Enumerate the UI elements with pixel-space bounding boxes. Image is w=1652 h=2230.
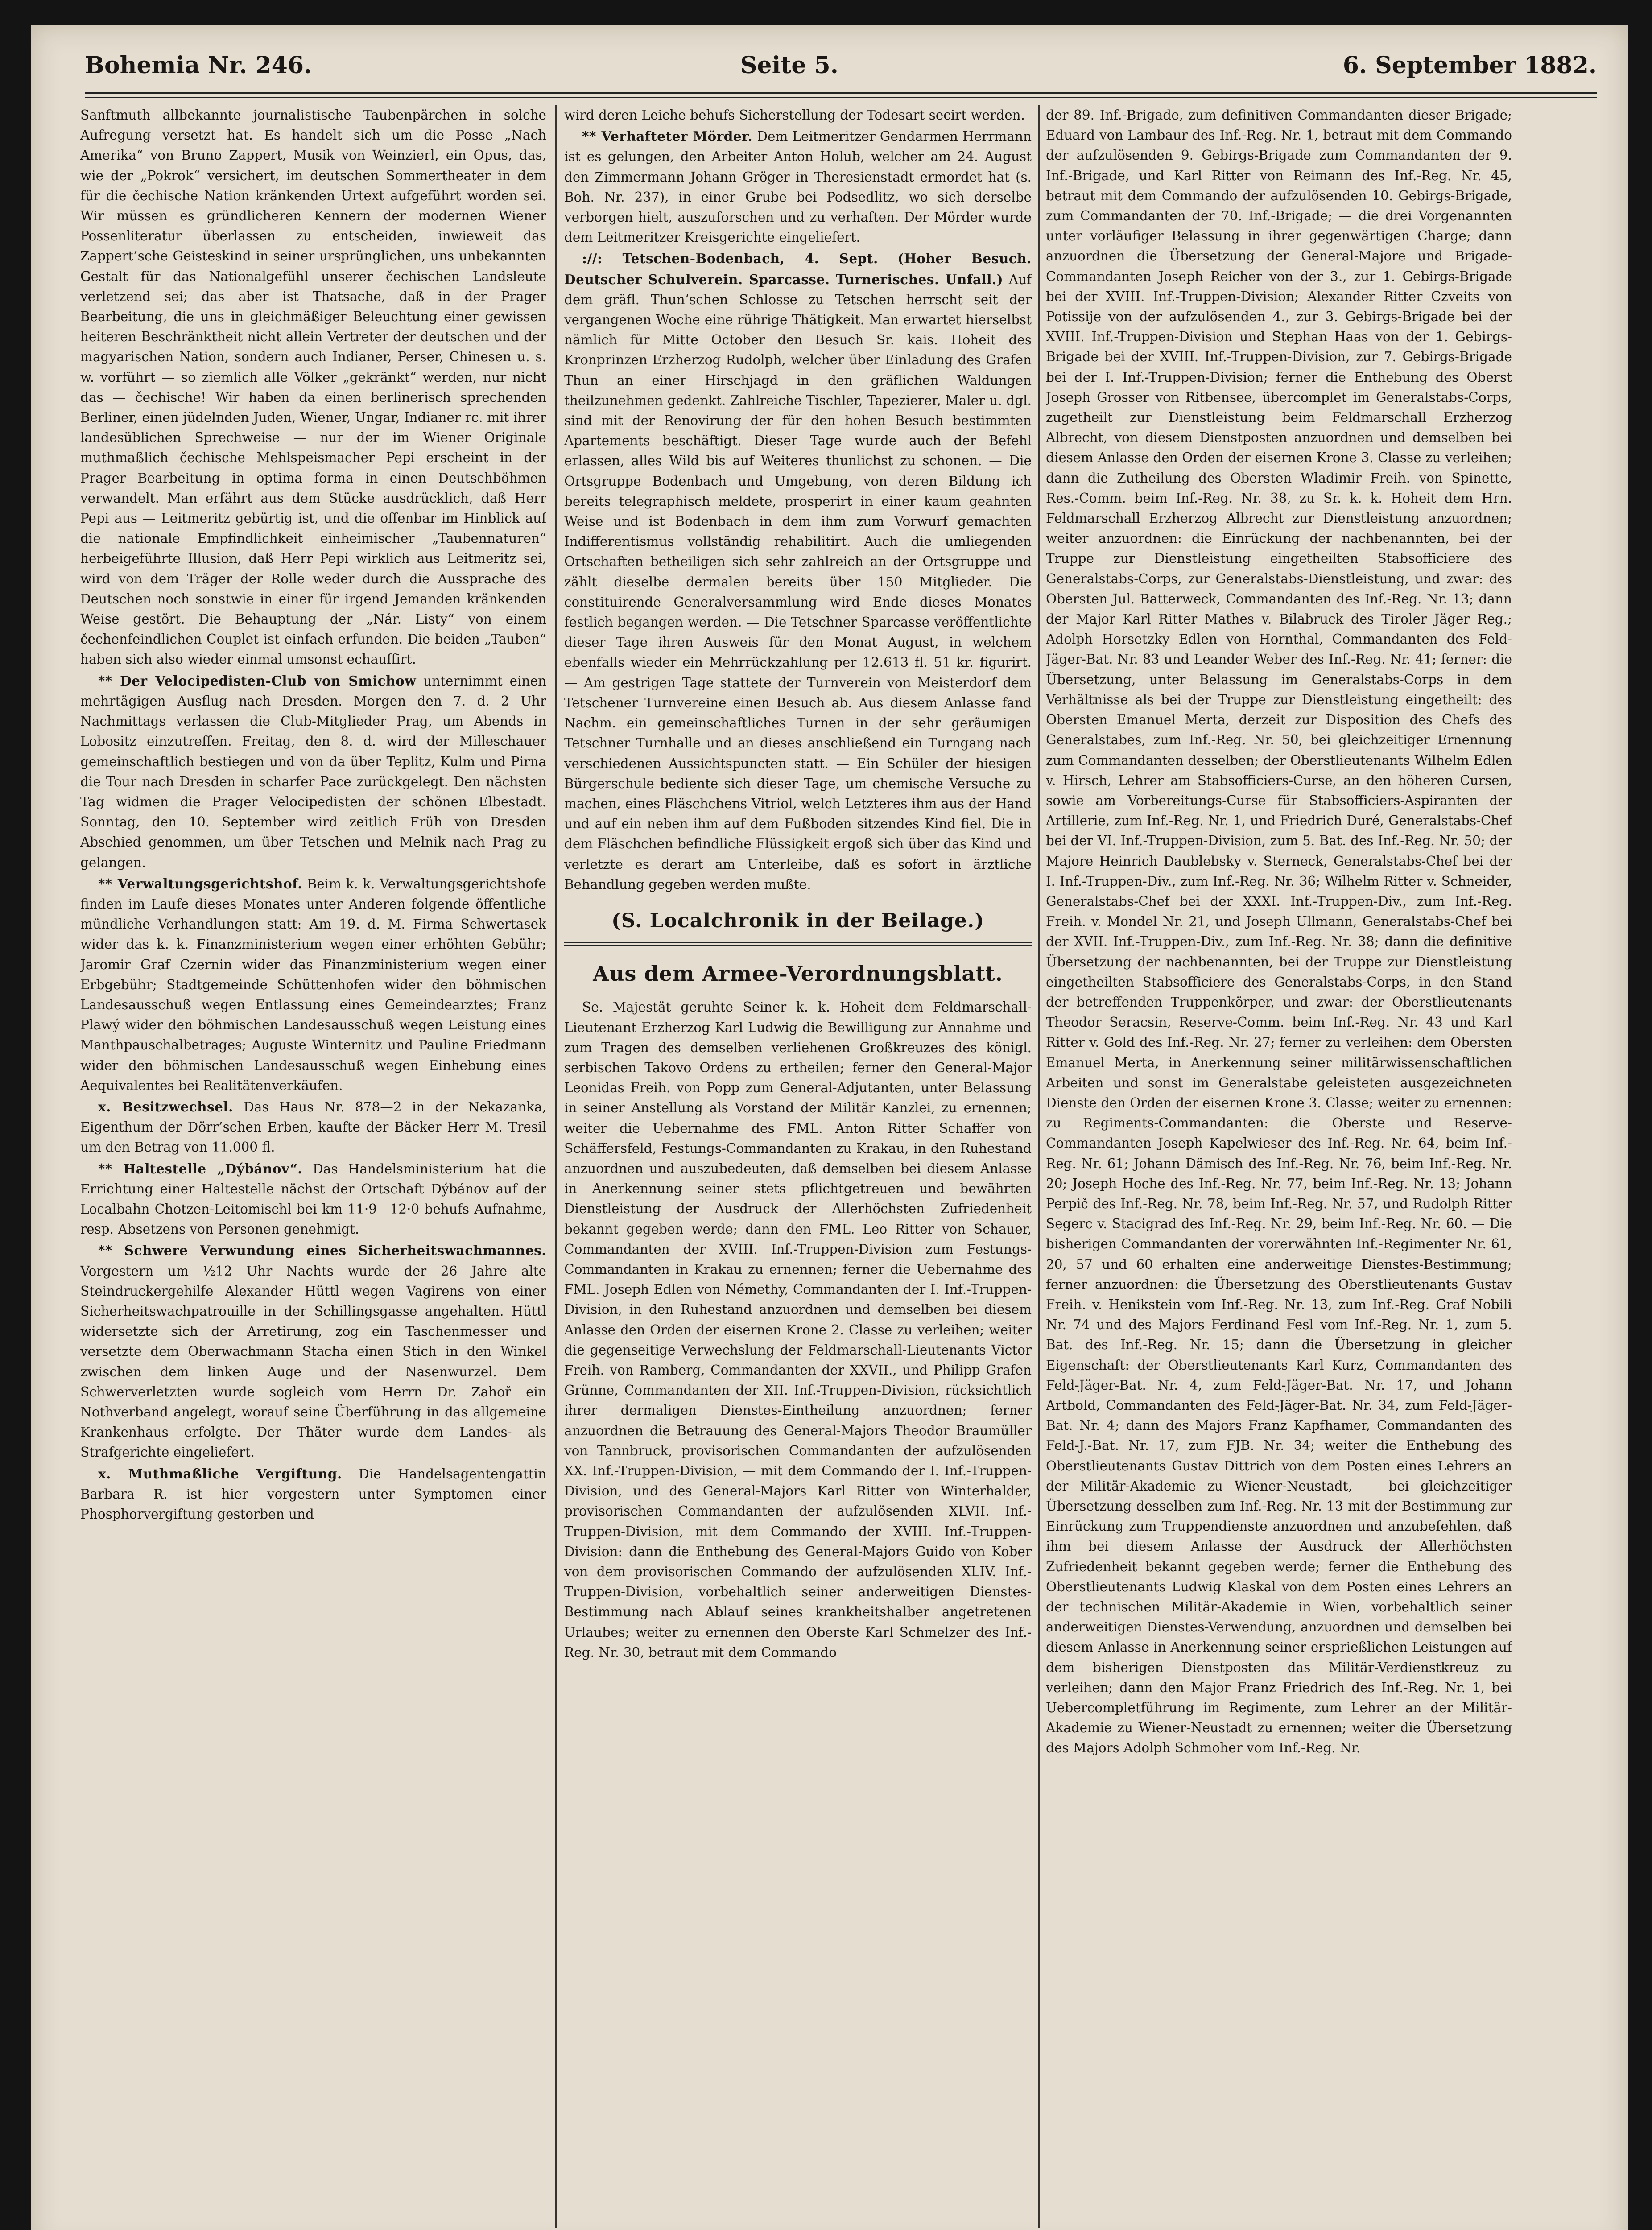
column-left bbox=[80, 105, 546, 2230]
section-rule bbox=[564, 942, 1032, 946]
army-gazette-continuation: der 89. Inf.-Brigade, zum definitiven Commandanten dieser Brigade; Eduard von Lambaur des Inf.-Reg. Nr. 1, betraut mit dem Commando der aufzulösenden 9. Gebirgs-Brigade zum Commandanten der 9. Inf.-Brigade, und Karl Ritter von Reimann des Inf.-Reg. Nr. 45, betraut mit dem Commando der aufzulösenden 10. Gebirgs-Brigade, zum Commandanten der 70. Inf.-Brigade; — die drei Vorgenannten unter vorläufiger Belassung in ihrer gegenwärtigen Charge; dann anzuordnen die Übersetzung der General-Majore und Brigade-Commandanten Joseph Reicher von der 3., zur 1. Gebirgs-Brigade bei der XVIII. Inf.-Truppen-Division; Alexander Ritter Czveits von Potissije von der aufzulösenden 4., zur 3. Gebirgs-Brigade bei der XVIII. Inf.-Truppen-Division und Stephan Haas von der 1. Gebirgs-Brigade bei der XVIII. Inf.-Truppen-Division, zur 7. Gebirgs-Brigade bei der I. Inf.-Truppen-Division; ferner die Enthebung des Oberst Joseph Grosser von Ritbensee, übercomplet im Generalstabs-Corps, zugetheilt zur Dienstleistung beim Feldmarschall Erzherzog Albrecht, von diesem Dienstposten anzuordnen und demselben bei diesem Anlasse den Orden der eisernen Krone 3. Classe zu verleihen; dann die Zutheilung des Obersten Wladimir Freih. von Spinette, Res.-Comm. beim Inf.-Reg. Nr. 38, zu Sr. k. k. Hoheit dem Hrn. Feldmarschall Erzherzog Albrecht zur Dienstleistung anzuordnen; weiter anzuordnen: die Einrückung der nachbenannten, bei der Truppe zur Dienstleistung eingetheilten Stabsofficiere des Generalstabs-Corps, zur Generalstabs-Dienstleistung, und zwar: des Obersten Jul. Batterweck, Commandanten des Inf.-Reg. Nr. 13; dann der Major Karl Ritter Mathes v. Bilabruck des Tiroler Jäger Reg.; Adolph Horsetzky Edlen von Hornthal, Commandanten des Feld-Jäger-Bat. Nr. 83 und Leander Weber des Inf.-Reg. Nr. 41; ferner: die Übersetzung, unter Belassung im Generalstabs-Corps in dem Verhältnisse als bei der Truppe zur Dienstleistung eingetheilt: des Obersten Emanuel Merta, derzeit zur Disposition des Chefs des Generalstabes, zum Inf.-Reg. Nr. 50, bei gleichzeitiger Ernennung zum Commandanten desselben; der Oberstlieutenants Wilhelm Edlen v. Hirsch, Lehrer am Stabsofficiers-Curse, an den höheren Cursen, sowie am Vorbereitungs-Curse für Stabsofficiers-Aspiranten der Artillerie, zum Inf.-Reg. Nr. 1, und Friedrich Duré, Generalstabs-Chef bei der VI. Inf.-Truppen-Division, zum 5. Bat. des Inf.-Reg. Nr. 50; der Majore Heinrich Daublebsky v. Sterneck, Generalstabs-Chef bei der I. Inf.-Truppen-Div., zum Inf.-Reg. Nr. 36; Wilhelm Ritter v. Schneider, Generalstabs-Chef bei der XXXI. Inf.-Truppen-Div., zum Inf.-Reg. Freih. v. Mondel Nr. 21, und Joseph Ullmann, Generalstabs-Chef bei der XVII. Inf.-Truppen-Div., zum Inf.-Reg. Nr. 38; dann die definitive Übersetzung der nachbenannten, bei der Truppe zur Dienstleistung eingetheilten Stabsofficiere des Generalstabs-Corps, in den Stand der betreffenden Truppenkörper, und zwar: der Oberstlieutenants Theodor Seracsin, Reserve-Comm. beim Inf.-Reg. Nr. 43 und Karl Ritter v. Gold des Inf.-Reg. Nr. 27; ferner zu verleihen: dem Obersten Emanuel Merta, in Anerkennung seiner militärwissenschaftlichen Arbeiten und sonst im Generalstabe geleisteten ausgezeichneten Dienste den Orden der eisernen Krone 3. Classe; weiter zu ernennen: zu Regiments-Commandanten: die Oberste und Reserve-Commandanten Joseph Kapelwieser des Inf.-Reg. Nr. 64, beim Inf.-Reg. Nr. 61; Johann Dämisch des Inf.-Reg. Nr. 76, beim Inf.-Reg. Nr. 20; Joseph Hoche des Inf.-Reg. Nr. 77, beim Inf.-Reg. Nr. 13; Johann Perpič des Inf.-Reg. Nr. 78, beim Inf.-Reg. Nr. 57, und Rudolph Ritter Segerc v. Stacigrad des Inf.-Reg. Nr. 29, beim Inf.-Reg. Nr. 60. — Die bisherigen Commandanten der vorerwähnten Inf.-Regimenter Nr. 61, 20, 57 und 60 erhalten eine anderweitige Dienstes-Bestimmung; ferner anzuordnen: die Übersetzung des Oberstlieutenants Gustav Freih. v. Henikstein vom Inf.-Reg. Nr. 13, zum Inf.-Reg. Graf Nobili Nr. 74 und des Majors Ferdinand Fesl vom Inf.-Reg. Nr. 1, zum 5. Bat. des Inf.-Reg. Nr. 15; dann die Übersetzung in gleicher Eigenschaft: der Oberstlieutenants Karl Kurz, Commandanten des Feld-Jäger-Bat. Nr. 4, zum Feld-Jäger-Bat. Nr. 17, und Johann Artbold, Commandanten des Feld-Jäger-Bat. Nr. 34, zum Feld-Jäger-Bat. Nr. 4; dann des Majors Franz Kapfhamer, Commandanten des Feld-J.-Bat. Nr. 17, zum FJB. Nr. 34; weiter die Enthebung des Oberstlieutenants Gustav Dittrich von dem Posten eines Lehrers an der Militär-Akademie zu Wiener-Neustadt, — bei gleichzeitiger Übersetzung desselben zum Inf.-Reg. Nr. 13 mit der Bestimmung zur Einrückung zum Truppendienste anzuordnen und anzubefehlen, daß ihm bei diesem Anlasse der Ausdruck der Allerhöchsten Zufriedenheit bekannt gegeben werde; ferner die Enthebung des Oberstlieutenants Ludwig Klaskal von dem Posten eines Lehrers an der technischen Militär-Akademie in Wien, vorbehaltlich seiner anderweitigen Dienstes-Verwendung, anzuordnen und demselben bei diesem Anlasse in Anerkennung seiner ersprießlichen Leistungen auf dem bisherigen Dienstposten das Militär-Verdienstkreuz zu verleihen; dann den Major Franz Friedrich des Inf.-Reg. Nr. 1, bei Uebercompletführung im Regimente, zum Lehrer an der Militär-Akademie zu Wiener-Neustadt zu ernennen; weiter die Übersetzung des Majors Adolph Schmoher vom Inf.-Reg. Nr. bbox=[1046, 107, 1512, 1756]
column-right bbox=[1046, 105, 1512, 2230]
item-body: Das Handelsministerium hat die Errichtung einer Haltestelle nächst der Ortschaft Dýbánov auf der Localbahn Chotzen-Leitomischl bei km 11·9—12·0 behufs Aufnahme, resp. Absetzens von Personen genehmigt. bbox=[80, 1161, 546, 1237]
news-item bbox=[80, 1464, 546, 1525]
localchronik-reference: (S. Localchronik in der Beilage.) bbox=[611, 909, 985, 932]
page-number: Seite 5. bbox=[740, 52, 838, 79]
item-body: Das Haus Nr. 878—2 in der Nekazanka, Eigenthum der Dörr’schen Erben, kaufte der Bäcker Herr M. Tresil um den Betrag von 11.000 fl. bbox=[80, 1099, 546, 1155]
article-continuation: Sanftmuth allbekannte journalistische Taubenpärchen in solche Aufregung versetzt hat. Es handelt sich um die Posse „Nach Amerika“ von Bruno Zappert, Musik von Weinzierl, ein Opus, das, wie der „Pokrok“ versichert, im deutschen Sommertheater in dem für die čechische Nation kränkenden Urtext aufgeführt worden sei. Wir müssen es gründlicheren Kennern der modernen Wiener Possenliteratur überlassen zu entscheiden, inwieweit das Zappert’sche Geisteskind in seiner ursprünglichen, uns unbekannten Gestalt für das Nationalgefühl unserer čechischen Landsleute verletzend sei; das aber ist Thatsache, daß in der Prager Bearbeitung, die uns in gleichmäßiger Beleuchtung einer gewissen heiteren Beschränktheit nicht allein Vertreter der deutschen und der magyarischen Nation, sondern auch Indianer, Perser, Chinesen u. s. w. vorführt — so ziemlich alle Völker „gekränkt“ werden, nur nicht das — čechische! Wir haben da einen berlinerisch sprechenden Berliner, einen jüdelnden Juden, Wiener, Ungar, Indianer rc. mit ihrer landesüblichen Sprechweise — nur der im Wiener Originale muthmaßlich čechische Mehlspeismacher Pepi erscheint in der Prager Bearbeitung in optima forma in einen Deutschböhmen verwandelt. Man erfährt aus dem Stücke ausdrücklich, daß Herr Pepi aus — Leitmeritz gebürtig ist, und die offenbar im Hinblick auf die nationale Empfindlichkeit einheimischer „Taubennaturen“ herbeigeführte Illusion, daß Herr Pepi wirklich aus Leitmeritz sei, wird von dem Träger der Rolle weder durch die Aussprache des Deutschen noch sonstwie in einer für irgend Jemanden kränkenden Weise gestört. Die Behauptung der „Nár. Listy“ von einem čechenfeindlichen Couplet ist einfach erfunden. Die beiden „Tauben“ haben sich also wieder einmal umsonst echauffirt. bbox=[80, 107, 546, 667]
item-heading: x. Besitzwechsel. bbox=[98, 1098, 233, 1115]
section-title: Aus dem Armee-Verordnungsblatt. bbox=[593, 962, 1003, 986]
column-divider bbox=[1038, 105, 1040, 2228]
news-item bbox=[80, 671, 546, 873]
article-continuation: wird deren Leiche behufs Sicherstellung der Todesart secirt werden. bbox=[564, 107, 1025, 123]
item-heading: x. Muthmaßliche Vergiftung. bbox=[98, 1466, 342, 1482]
running-head bbox=[85, 38, 1597, 92]
item-body: Beim k. k. Verwaltungsgerichtshofe finden im Laufe dieses Monates unter Anderen folgende öffentliche mündliche Verhandlungen statt: Am 19. d. M. Firma Schwertasek wider das k. k. Finanzministerium wegen einer erhöhten Gebühr; Jaromir Graf Czernin wider das Finanzministerium wegen einer Erbgebühr; Stadtgemeinde Schüttenhofen wider den böhmischen Landesausschuß wegen Entlassung eines Gemeindearztes; Franz Plawý wider den böhmischen Landesausschuß wegen Leistung eines Manthpauschalbetrages; Auguste Winternitz und Pauline Friedmann wider den böhmischen Landesausschuß wegen Einhebung eines Aequivalentes bei Realitätenverkäufen. bbox=[80, 876, 546, 1093]
news-item bbox=[80, 1097, 546, 1158]
item-body: Dem Leitmeritzer Gendarmen Herrmann ist es gelungen, den Arbeiter Anton Holub, welcher am 24. August den Zimmermann Johann Gröger in Theresienstadt ermordet hat (s. Boh. Nr. 237), in einer Grube bei Podsedlitz, wo sich derselbe verborgen hielt, auszuforschen und zu verhaften. Der Mörder wurde dem Leitmeritzer Kreisgerichte eingeliefert. bbox=[564, 129, 1032, 245]
header-rule bbox=[85, 92, 1597, 98]
news-item bbox=[80, 1240, 546, 1462]
item-heading: ** Schwere Verwundung eines Sicherheitswachmannes. bbox=[98, 1243, 546, 1259]
newspaper-page bbox=[31, 25, 1628, 2230]
item-body: Auf dem gräfl. Thun’schen Schlosse zu Tetschen herrscht seit der vergangenen Woche eine rührige Thätigkeit. Man erwartet hierselbst nämlich für Mitte October den Besuch Sr. kais. Hoheit des Kronprinzen Erzherzog Rudolph, welcher über Einladung des Grafen Thun an einer Hirschjagd in den gräflichen Waldungen theilzunehmen gedenkt. Zahlreiche Tischler, Tapezierer, Maler u. dgl. sind mit der Renovirung der für den hohen Besuch bestimmten Apartements beschäftigt. Dieser Tage wurde auch der Befehl erlassen, alles Wild bis auf Weiteres thunlichst zu schonen. — Die Ortsgruppe Bodenbach und Umgebung, von deren Bildung ich bereits telegraphisch meldete, prosperirt in einer kaum geahnten Weise und ist Bodenbach in dem ihm zum Vorwurf gemachten Indifferentismus vollständig rehabilitirt. Auch die umliegenden Ortschaften betheiligen sich sehr zahlreich an der Ortsgruppe und zählt dieselbe dermalen bereits über 150 Mitglieder. Die constituirende Generalversammlung wird Ende dieses Monates festlich begangen werden. — Die Tetschner Sparcasse veröffentlichte dieser Tage ihren Ausweis für den Monat August, in welchem ebenfalls wieder ein Mehrrückzahlung per 12.613 fl. 51 kr. figurirt. — Am gestrigen Tage stattete der Turnverein von Meisterdorf dem Tetschener Turnvereine einen Besuch ab. Aus diesem Anlasse fand Nachm. ein gemeinschaftliches Turnen in der sehr geräumigen Tetschner Turnhalle und an dieses anschließend ein Turngang nach verschiedenen Aussichtspuncten statt. — Ein Schüler der hiesigen Bürgerschule bediente sich dieser Tage, um chemische Versuche zu machen, eines Fläschchens Vitriol, welch Letzteres ihm aus der Hand und auf ein neben ihm auf dem Fußboden sitzendes Kind fiel. Die in dem Fläschchen befindliche Flüssigkeit ergoß sich über das Kind und verletzte es derart am Unterleibe, daß es sofort in ärztliche Behandlung gegeben werden mußte. bbox=[564, 272, 1032, 892]
item-body: Vorgestern um ½12 Uhr Nachts wurde der 26 Jahre alte Steindruckergehilfe Alexander Hüttl wegen Vagirens von einer Sicherheitswachpatrouille in der Schillingsgasse angehalten. Hüttl widersetzte sich der Arretirung, zog ein Taschenmesser und versetzte dem Oberwachmann Stacha einen Stich in den Winkel zwischen dem linken Auge und der Nasenwurzel. Dem Schwerverletzten wurde sogleich vom Herrn Dr. Zahoř ein Nothverband angelegt, worauf seine Überführung in das allgemeine Krankenhaus erfolgte. Der Thäter wurde dem Landes- als Strafgerichte eingeliefert. bbox=[80, 1263, 546, 1460]
item-body: unternimmt einen mehrtägigen Ausflug nach Dresden. Morgen den 7. d. 2 Uhr Nachmittags verlassen die Club-Mitglieder Prag, um Abends in Lobositz einzutreffen. Freitag, den 8. d. wird der Milleschauer gemeinschaftlich bestiegen und von da über Teplitz, Kulm und Pirna die Tour nach Dresden in scharfer Pace zurückgelegt. Den nächsten Tag widmen die Prager Velocipedisten der schönen Elbestadt. Sonntag, den 10. September wird zeitlich Früh von Dresden Abschied genommen, um über Tetschen und Melnik nach Prag zu gelangen. bbox=[80, 673, 546, 870]
column-divider bbox=[555, 105, 557, 2228]
news-item bbox=[564, 248, 1032, 895]
issue-date: 6. September 1882. bbox=[1342, 52, 1597, 79]
item-heading: ://: Tetschen-Bodenbach, 4. Sept. bbox=[582, 251, 878, 267]
item-heading: ** Der Velocipedisten-Club von Smichow bbox=[98, 673, 417, 689]
item-body: Die Handelsagentengattin Barbara R. ist hier vorgestern unter Symptomen einer Phosphorvergiftung gestorben und bbox=[80, 1466, 546, 1522]
item-subheading: (Hoher Besuch. Deutscher Schulverein. Sparcasse. Turnerisches. Unfall.) bbox=[564, 251, 1032, 287]
news-item bbox=[80, 874, 546, 1096]
item-heading: ** Verwaltungsgerichtshof. bbox=[98, 875, 303, 892]
masthead-issue: Bohemia Nr. 246. bbox=[85, 52, 312, 79]
army-gazette-text: Se. Majestät geruhte Seiner k. k. Hoheit dem Feldmarschall-Lieutenant Erzherzog Karl Ludwig die Bewilligung zur Annahme und zum Tragen des demselben verliehenen Großkreuzes des königl. serbischen Takovo Ordens zu ertheilen; ferner den General-Major Leonidas Freih. von Popp zum General-Adjutanten, unter Belassung in seiner Anstellung als Vorstand der Militär Kanzlei, zu ernennen; weiter die Uebernahme des FML. Anton Ritter Schaffer von Schäffersfeld, Festungs-Commandanten zu Krakau, in den Ruhestand anzuordnen und auszubedeuten, daß demselben bei diesem Anlasse in Anerkennung seiner stets pflichtgetreuen und bewährten Dienstleistung der Ausdruck der Allerhöchsten Zufriedenheit bekannt gegeben werde; dann den FML. Leo Ritter von Schauer, Commandanten der XVIII. Inf.-Truppen-Division zum Festungs-Commandanten in Krakau zu ernennen; ferner die Uebernahme des FML. Joseph Edlen von Némethy, Commandanten der I. Inf.-Truppen-Division, in den Ruhestand anzuordnen und demselben bei diesem Anlasse den Orden der eisernen Krone 2. Classe zu verleihen; weiter die gegenseitige Verwechslung der Feldmarschall-Lieutenants Victor Freih. von Ramberg, Commandanten der XXVII., und Philipp Grafen Grünne, Commandanten der XII. Inf.-Truppen-Division, rücksichtlich ihrer dermaligen Dienstes-Eintheilung anzuordnen; ferner anzuordnen die Betrauung des General-Majors Theodor Braumüller von Tannbruck, provisorischen Commandanten der aufzulösenden XX. Inf.-Truppen-Division, — mit dem Commando der I. Inf.-Truppen-Division, und des General-Majors Karl Ritter von Winterhalder, provisorischen Commandanten der aufzulösenden XLVII. Inf.-Truppen-Division, mit dem Commando der XVIII. Inf.-Truppen-Division: dann die Enthebung des General-Majors Guido von Kober von dem provisorischen Commando der aufzulösenden XLIV. Inf.-Truppen-Division, vorbehaltlich seiner anderweitigen Dienstes-Bestimmung nach Ablauf seines krankheitshalber angetretenen Urlaubes; weiter zu ernennen den Oberste Karl Schmelzer des Inf.-Reg. Nr. 30, betraut mit dem Commando bbox=[564, 999, 1032, 1660]
item-heading: ** Haltestelle „Dýbánov“. bbox=[98, 1160, 303, 1177]
news-item bbox=[564, 126, 1032, 248]
column-middle bbox=[564, 105, 1032, 2230]
news-item bbox=[80, 1159, 546, 1240]
item-heading: ** Verhafteter Mörder. bbox=[582, 128, 753, 145]
